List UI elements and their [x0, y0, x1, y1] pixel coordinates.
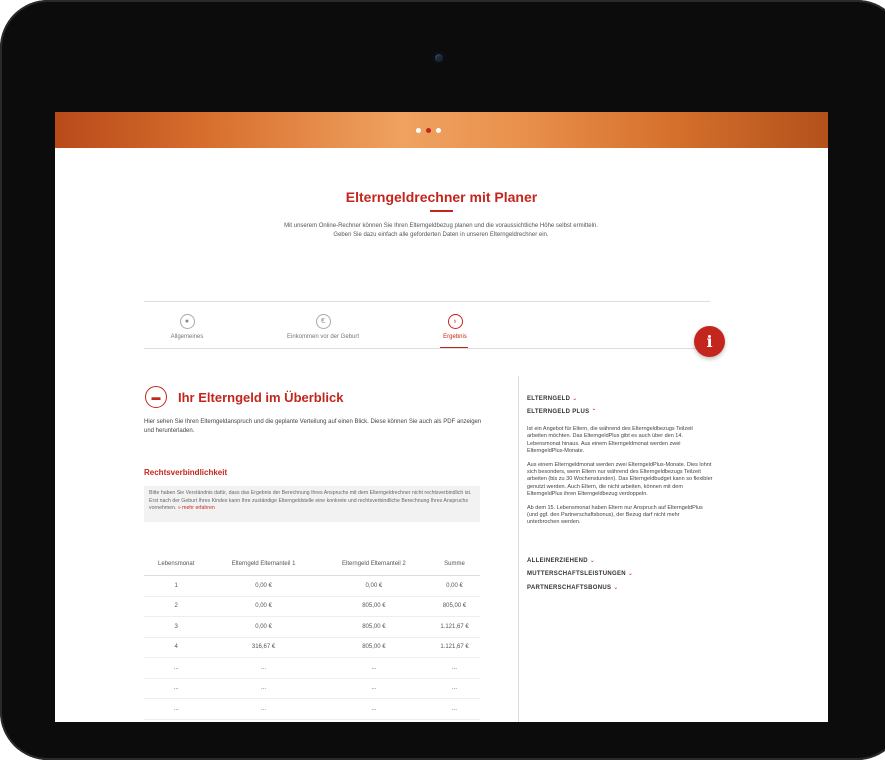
- result-table: [144, 553, 480, 720]
- column-header: Elterngeld Elternanteil 1: [208, 553, 318, 576]
- accordion-paragraph: Ab dem 15. Lebensmonat haben Eltern nur Anspruch auf ElterngeldPlus (und ggf. den Partnerschaftsbonus), der Bezug darf nicht mehr unterbrochen werden.: [527, 504, 703, 526]
- table-cell: 2: [144, 596, 208, 617]
- column-header: Lebensmonat: [144, 553, 208, 576]
- steps-divider-top: [144, 301, 710, 302]
- wallet-icon: ▬: [145, 386, 167, 408]
- table-cell: ...: [319, 699, 429, 720]
- carousel-dot[interactable]: [416, 128, 421, 133]
- accordion-label: MUTTERSCHAFTSLEISTUNGEN: [527, 571, 626, 577]
- accordion-label: PARTNERSCHAFTSBONUS: [527, 585, 612, 591]
- table-cell: ...: [208, 699, 318, 720]
- step-label: Ergebnis: [443, 334, 467, 340]
- person-icon: ●: [180, 314, 195, 329]
- chevron-down-icon: ⌄: [572, 396, 578, 402]
- table-cell: ...: [208, 678, 318, 699]
- chevron-down-icon: ⌄: [589, 558, 596, 564]
- table-row: [144, 699, 480, 720]
- table-cell: 805,00 €: [319, 617, 429, 638]
- table-cell: ...: [319, 678, 429, 699]
- info-button[interactable]: i: [694, 326, 725, 357]
- carousel-dots: [416, 128, 441, 133]
- table-row: [144, 596, 480, 617]
- accordion-partnerschaftsbonus[interactable]: [527, 584, 619, 591]
- sidebar-divider: [518, 376, 519, 722]
- accordion-elterngeld[interactable]: [527, 395, 578, 402]
- hero-banner: [55, 112, 828, 148]
- step-allgemeines[interactable]: [127, 314, 247, 340]
- baby-bottle-icon: ♁: [448, 314, 463, 329]
- chevron-down-icon: ⌄: [613, 585, 619, 591]
- table-cell: ...: [429, 699, 480, 720]
- table-cell: ...: [429, 658, 480, 679]
- table-cell: 0,00 €: [429, 576, 480, 597]
- column-header: Summe: [429, 553, 480, 576]
- table-cell: ...: [144, 658, 208, 679]
- page-title: Elterngeldrechner mit Planer: [345, 189, 538, 205]
- step-ergebnis[interactable]: [395, 314, 515, 340]
- table-row: [144, 617, 480, 638]
- legal-title: Rechtsverbindlichkeit: [144, 468, 228, 477]
- accordion-label: ALLEINERZIEHEND: [527, 558, 588, 564]
- more-link[interactable]: » mehr erfahren: [177, 505, 215, 512]
- accordion-mutterschaftsleistungen[interactable]: [527, 570, 633, 577]
- column-header: Elterngeld Elternanteil 2: [319, 553, 429, 576]
- table-cell: 316,67 €: [208, 637, 318, 658]
- page-intro: Mit unserem Online-Rechner können Sie Ihren Elterngeldbezug planen und die voraussichtliche Höhe selbst ermitteln. Geben Sie dazu einfach alle geforderten Daten in unseren Elterngeldrechner ein.: [284, 223, 598, 238]
- table-cell: ...: [144, 678, 208, 699]
- table-cell: 0,00 €: [208, 576, 318, 597]
- table-cell: ...: [208, 658, 318, 679]
- table-cell: 0,00 €: [208, 596, 318, 617]
- legal-notice-text: Bitte haben Sie Verständnis dafür, dass das Ergebnis der Berechnung Ihres Anspruchs mit dem Elterngeldrechner nicht rechtsverbindlich ist. Erst nach der Geburt Ihres Kindes kann Ihre zuständige Elterngeldstelle eine konkrete und rechtsverbindliche Berechnung Ihres Anspruchs vornehmen.: [149, 490, 472, 512]
- accordion-elterngeld-plus[interactable]: [527, 408, 597, 415]
- carousel-dot[interactable]: [436, 128, 441, 133]
- chevron-down-icon: ⌄: [627, 571, 634, 577]
- table-row: [144, 576, 480, 597]
- table-cell: 805,00 €: [429, 596, 480, 617]
- table-cell: 1.121,67 €: [429, 637, 480, 658]
- table-cell: ...: [319, 658, 429, 679]
- table-cell: 4: [144, 637, 208, 658]
- result-title: Ihr Elterngeld im Überblick: [178, 390, 344, 405]
- table-cell: 1.121,67 €: [429, 617, 480, 638]
- accordion-content: [527, 426, 713, 533]
- table-row: [144, 678, 480, 699]
- table-cell: 1: [144, 576, 208, 597]
- tablet-screen: [55, 112, 828, 722]
- table-cell: ...: [429, 678, 480, 699]
- result-description: Hier sehen Sie Ihren Elterngeldanspruch und die geplante Verteilung auf einen Blick. Diese können Sie auch als PDF anzeigen und herunterladen.: [144, 419, 482, 434]
- title-underline: [430, 210, 453, 212]
- table-cell: 805,00 €: [319, 596, 429, 617]
- accordion-alleinerziehend[interactable]: [527, 557, 595, 564]
- step-label: Einkommen vor der Geburt: [286, 334, 360, 340]
- table-cell: ...: [144, 699, 208, 720]
- table-cell: 0,00 €: [208, 617, 318, 638]
- accordion-label: ELTERNGELD PLUS: [527, 409, 590, 415]
- accordion-paragraph: Ist ein Angebot für Eltern, die während des Elterngeldbezugs Teilzeit arbeiten möchten. Das ElterngeldPlus gibt es auch über den 14. Lebensmonat hinaus. Aus einem Elterngeldmonat werden zwei ElterngeldPlus-Monate.: [527, 426, 693, 455]
- step-einkommen[interactable]: [263, 314, 383, 340]
- table-cell: 0,00 €: [319, 576, 429, 597]
- steps-divider-bottom: [144, 348, 710, 349]
- table-row: [144, 637, 480, 658]
- table-cell: 805,00 €: [319, 637, 429, 658]
- carousel-dot-active[interactable]: [426, 128, 431, 133]
- accordion-paragraph: Aus einem Elterngeldmonat werden zwei ElterngeldPlus-Monate. Dies lohnt sich besonders, wenn Eltern nur während des Elterngeldbezugs Teilzeit arbeiten (bis zu 30 Wochenstunden). Das Elterngeldbudget kann so flexibler genutzt werden. Auch Eltern, die nicht arbeiten, können mit dem ElterngeldPlus ihren Elterngeldbezug verdoppeln.: [527, 461, 713, 498]
- euro-icon: €: [316, 314, 331, 329]
- camera-icon: [433, 52, 445, 64]
- table-cell: 3: [144, 617, 208, 638]
- table-header-row: [144, 553, 480, 576]
- accordion-label: ELTERNGELD: [527, 396, 571, 402]
- chevron-up-icon: ⌃: [591, 409, 597, 415]
- step-label: Allgemeines: [170, 334, 204, 340]
- legal-notice: [144, 486, 480, 522]
- table-row: [144, 658, 480, 679]
